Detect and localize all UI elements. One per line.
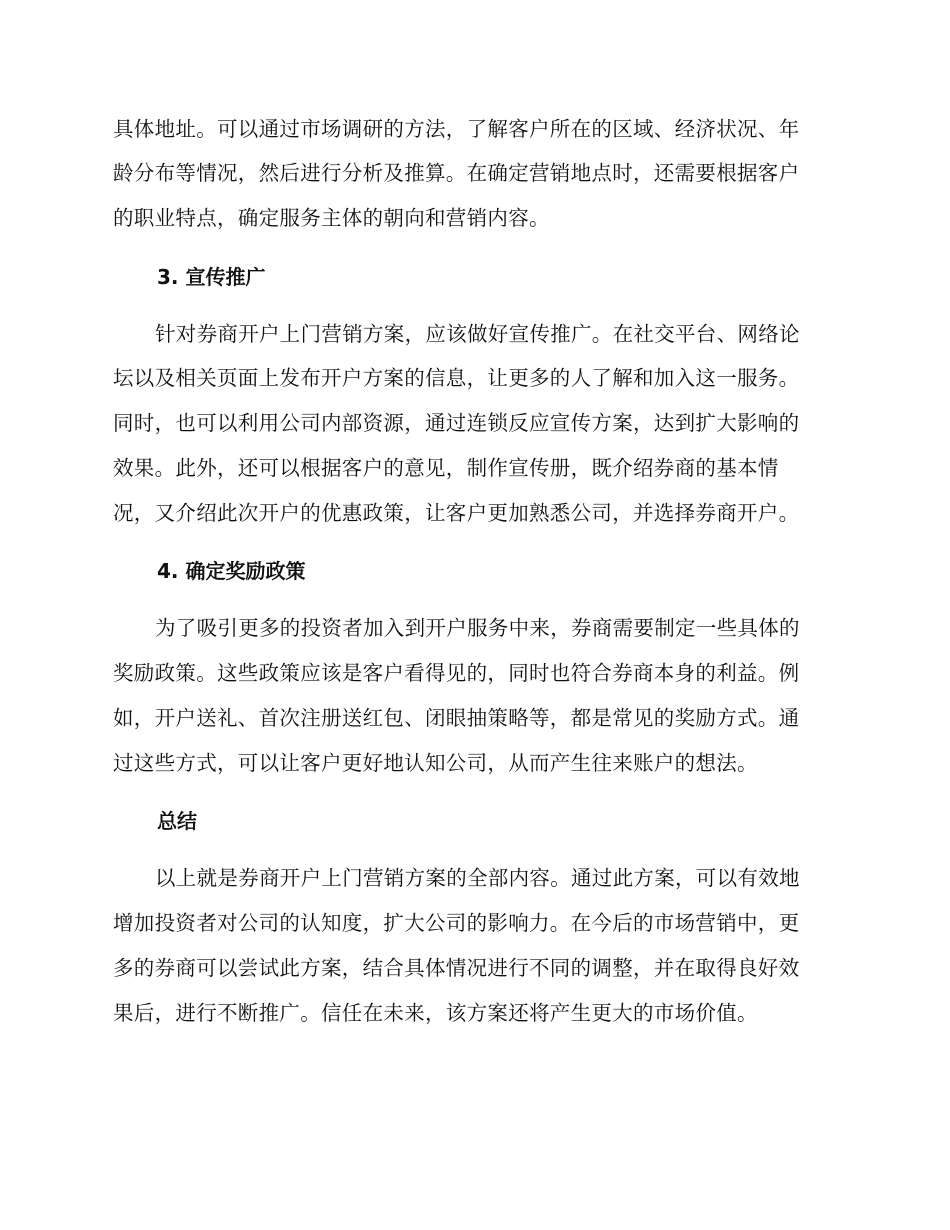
paragraph-2-line-4: 效果。此外，还可以根据客户的意见，制作宣传册，既介绍券商的基本情 — [113, 456, 779, 480]
paragraph-3-line-2: 奖励政策。这些政策应该是客户看得见的，同时也符合券商本身的利益。例 — [113, 661, 800, 685]
paragraph-1-line-2: 龄分布等情况，然后进行分析及推算。在确定营销地点时，还需要根据客户 — [113, 161, 800, 185]
section-heading-summary: 总结 — [157, 809, 197, 833]
paragraph-2-line-1: 针对券商开户上门营销方案，应该做好宣传推广。在社交平台、网络论 — [155, 322, 800, 346]
paragraph-4-line-3: 多的券商可以尝试此方案，结合具体情况进行不同的调整，并在取得良好效 — [113, 956, 800, 980]
paragraph-2-line-5: 况，又介绍此次开户的优惠政策，让客户更加熟悉公司，并选择券商开户。 — [113, 501, 800, 525]
paragraph-3-line-1: 为了吸引更多的投资者加入到开户服务中来，券商需要制定一些具体的 — [155, 616, 800, 640]
paragraph-1-line-3: 的职业特点，确定服务主体的朝向和营销内容。 — [113, 206, 550, 230]
paragraph-4-line-1: 以上就是券商开户上门营销方案的全部内容。通过此方案，可以有效地 — [155, 866, 800, 890]
paragraph-1-line-1: 具体地址。可以通过市场调研的方法，了解客户所在的区域、经济状况、年 — [113, 117, 800, 141]
paragraph-2-line-3: 同时，也可以利用公司内部资源，通过连锁反应宣传方案，达到扩大影响的 — [113, 411, 800, 435]
section-heading-reward-policy: 4. 确定奖励政策 — [157, 559, 306, 583]
paragraph-3-line-3: 如，开户送礼、首次注册送红包、闭眼抽策略等，都是常见的奖励方式。通 — [113, 706, 800, 730]
paragraph-4-line-2: 增加投资者对公司的认知度，扩大公司的影响力。在今后的市场营销中，更 — [113, 911, 800, 935]
paragraph-4-line-4: 果后，进行不断推广。信任在未来，该方案还将产生更大的市场价值。 — [113, 1001, 758, 1025]
section-heading-promotion: 3. 宣传推广 — [157, 265, 266, 289]
paragraph-3-line-4: 过这些方式，可以让客户更好地认知公司，从而产生往来账户的想法。 — [113, 751, 758, 775]
paragraph-2-line-2: 坛以及相关页面上发布开户方案的信息，让更多的人了解和加入这一服务。 — [113, 366, 800, 390]
